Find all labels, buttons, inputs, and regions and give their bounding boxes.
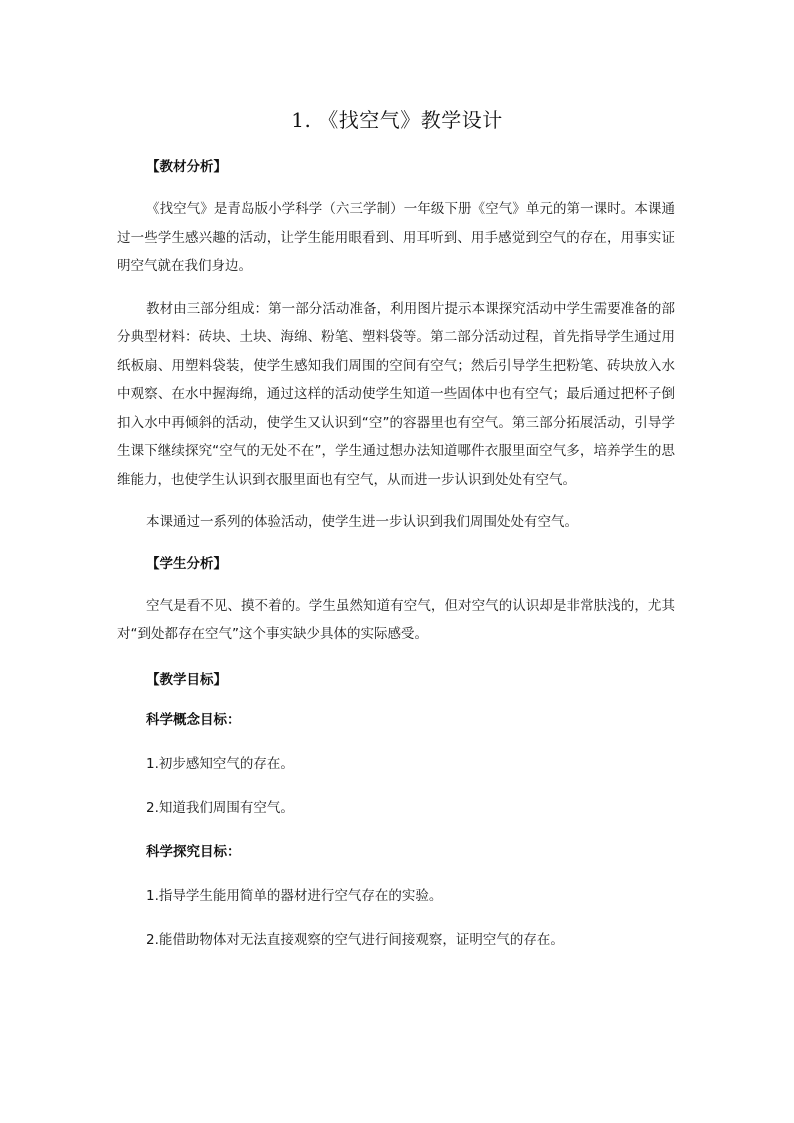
concept-goal-item: 2.知道我们周围有空气。 <box>146 799 294 816</box>
student-paragraph-1: 空气是看不见、摸不着的。学生虽然知道有空气，但对空气的认识却是非常肤浅的，尤其对“到处都存在空气”这个事实缺少具体的实际感受。 <box>117 597 675 642</box>
section-heading-student-analysis: 【学生分析】 <box>146 555 227 572</box>
concept-goals-heading: 科学概念目标： <box>146 711 241 728</box>
textbook-paragraph-1: 《找空气》是青岛版小学科学（六三学制）一年级下册《空气》单元的第一课时。本课通过一些学生感兴趣的活动，让学生能用眼看到、用耳听到、用手感觉到空气的存在，用事实证明空气就在我们身边。 <box>117 201 675 274</box>
section-heading-teaching-goals: 【教学目标】 <box>146 671 227 688</box>
inquiry-goal-item: 2.能借助物体对无法直接观察的空气进行间接观察，证明空气的存在。 <box>146 931 564 948</box>
concept-goal-item: 1.初步感知空气的存在。 <box>146 755 294 772</box>
section-heading-textbook-analysis: 【教材分析】 <box>146 159 227 175</box>
document-body <box>117 156 675 951</box>
inquiry-goal-item: 1.指导学生能用简单的器材进行空气存在的实验。 <box>146 887 443 904</box>
textbook-paragraph-2: 教材由三部分组成：第一部分活动准备，利用图片提示本课探究活动中学生需要准备的部分典型材料：砖块、土块、海绵、粉笔、塑料袋等。第二部分活动过程，首先指导学生通过用纸板扇、用塑料袋装，使学生感知我们周围的空间有空气；然后引导学生把粉笔、砖块放入水中观察、在水中握海绵，通过这样的活动使学生知道一些固体中也有空气；最后通过把杯子倒扣入水中再倾斜的活动，使学生又认识到“空”的容器里也有空气。第三部分拓展活动，引导学生课下继续探究“空气的无处不在”，学生通过想办法知道哪件衣服里面空气多，培养学生的思维能力，也使学生认识到衣服里面也有空气，从而进一步认识到处处有空气。 <box>117 300 675 488</box>
inquiry-goals-heading: 科学探究目标： <box>146 843 241 860</box>
document-title: 1. 《找空气》教学设计 <box>291 108 503 132</box>
textbook-paragraph-3: 本课通过一系列的体验活动，使学生进一步认识到我们周围处处有空气。 <box>146 514 578 530</box>
